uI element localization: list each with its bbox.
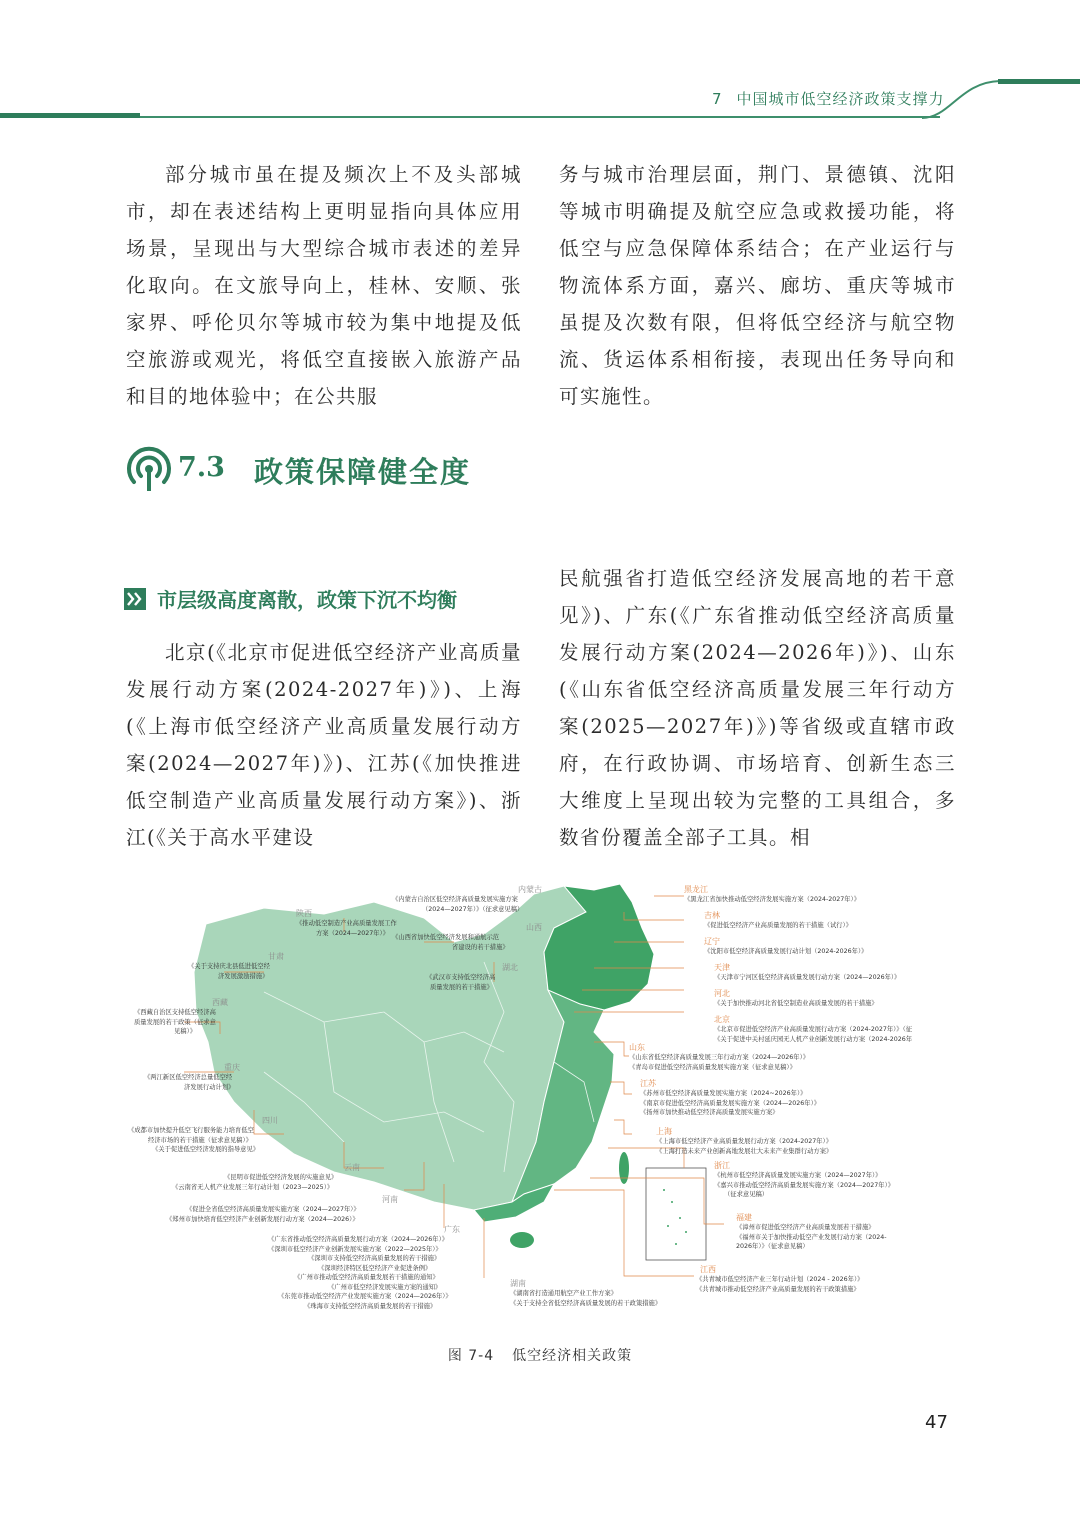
map-label-shanghai: 上海 《上海市低空经济产业高质量发展行动方案（2024-2027年）》 《上海打造未来产业创新高地发展壮大未来产业集群行动方案》 — [656, 1127, 833, 1155]
section-title: 政策保障健全度 — [254, 455, 472, 489]
map-label-shanxi: 山西 《山西省加快低空经济发展和通航示范 省建设的若干措施》 — [392, 923, 542, 951]
intro-paragraph-right: 务与城市治理层面，荆门、景德镇、沈阳等城市明确提及航空应急或救援功能，将低空与应急保障体系结合；在产业运行与物流体系方面，嘉兴、廊坊、重庆等城市虽提及次数有限，但将低空经济与航空物流、货运体系相衔接，表现出任务导向和可实施性。 — [559, 163, 956, 408]
page-number: 47 — [925, 1412, 948, 1433]
body-column-left — [126, 634, 522, 856]
map-hainan — [510, 1232, 534, 1248]
map-label-gansu: 甘肃 《关于支持庆北县低进低空经 济发展激励措施》 — [188, 952, 284, 980]
header-rule-left — [0, 113, 140, 118]
map-label-tianjin: 天津 《天津市宁河区低空经济高质量发展行动方案（2024—2026年）》 — [714, 963, 901, 981]
chevron-right-icon — [124, 588, 146, 610]
map-label-jiangsu: 江苏 《苏州市低空经济高质量发展实施方案（2024~2026年）》 《南京市促进低空经济高质量发展实施方案（2024—2026年）》 《扬州市加快推动低空经济高质量发展实施方案》 — [640, 1079, 821, 1116]
map-label-chongqing: 重庆 《两江新区低空经济总量低空经 济发展行动计划》 — [144, 1063, 240, 1091]
figure-number: 图 7-4 — [447, 1348, 495, 1364]
subsection-title: 市层级高度离散，政策下沉不均衡 — [157, 588, 457, 612]
map-label-hebei: 河北 《关于加快推动河北省低空制造业高质量发展的若干措施》 — [714, 989, 878, 1007]
chapter-number: 7 — [712, 90, 723, 108]
map-label-hunan: 湖南 《湖南省打造通用航空产业工作方案》 《关于支持全省低空经济高质量发展的若干政策措施》 — [510, 1279, 662, 1307]
map-label-jilin: 吉林 《促进低空经济产业高质量发展的若干措施（试行）》 — [704, 911, 852, 929]
body-paragraph-right: 民航强省打造低空经济发展高地的若干意见》)、广东(《广东省推动低空经济高质量发展行动方案(2024—2026年)》)、山东(《山东省低空经济高质量发展三年行动方案(2025—2027年)》)等省级或直辖市政府，在行政协调、市场培育、创新生态三大维度上呈现出较为完整的工具组合，多数省份覆盖全部子工具。相 — [559, 567, 956, 849]
inset-islands — [663, 1189, 687, 1245]
body-column-right — [559, 560, 956, 856]
map-label-sichuan: 四川 《成都市加快提升低空飞行服务能力培育低空 经济市场的若干措施（征求意见稿）》 《关于促进低空经济发展的指导意见》 — [128, 1116, 278, 1153]
policy-map-figure — [124, 872, 964, 1332]
header-rule — [140, 116, 940, 118]
map-label-henan: 河南 《促进全省低空经济高质量发展实施方案（2024—2027年）》 《郑州市加快培育低空经济产业创新发展行动方案（2024—2026）》 — [166, 1195, 398, 1223]
intro-paragraph-left: 部分城市虽在提及频次上不及头部城市，却在表述结构上更明显指向具体应用场景，呈现出与大型综合城市表述的差异化取向。在文旅导向上，桂林、安顺、张家界、呼伦贝尔等城市较为集中地提及低空旅游或观光，将低空直接嵌入旅游产品和目的地体验中；在公共服 — [126, 163, 522, 408]
map-label-fujian: 福建 《漳州市促进低空经济产业高质量发展若干措施》 《福州市关于加快推动低空产业发展行动方案（2024- 2026年）》（征求意见稿） — [736, 1213, 887, 1250]
intro-column-left — [126, 156, 522, 415]
running-header — [712, 88, 945, 109]
map-label-guangdong: 广东 《广东省推动低空经济高质量发展行动方案（2024—2026年）》 《深圳市低空经济产业创新发展实施方案（2022—2025年）》 《深圳市支持低空经济高质量发展的若干措施》 《深圳经济特区低空经济产业促进条例》 《广州市推动低空经济高质量发展若干措施的通知》 《广州市低空经济发展实施方案的通知》 《东莞市推动低空经济产业发展实施方案（2024—2026年）》 《珠海市支持低空经济高质量发展的若干措施》 — [268, 1225, 460, 1310]
map-label-inner-mongolia: 内蒙古 《内蒙古自治区低空经济高质量发展实施方案 （2024—2027年）》（征求意见稿） — [392, 885, 542, 913]
map-label-yunnan: 云南 《昆明市促进低空经济发展的实施意见》 《云南省无人机产业发展三年行动计划（2023—2025）》 — [172, 1163, 360, 1191]
south-sea-inset — [646, 1168, 706, 1260]
map-taiwan — [619, 1152, 629, 1184]
map-label-beijing: 北京 《北京市促进低空经济产业高质量发展行动方案（2024-2027年）》（征 《关于促进中关村延庆园无人机产业创新发展行动方案（2024-2026年 — [714, 1015, 913, 1043]
chapter-title: 中国城市低空经济政策支撑力 — [736, 90, 945, 108]
map-label-heilongjiang: 黑龙江 《黑龙江省加快推动低空经济发展实施方案（2024-2027年）》 — [684, 885, 861, 903]
map-label-shaanxi: 陕西 《推动低空制造产业高质量发展工作 方案（2024—2027年）》 — [296, 909, 397, 937]
header-rule-right — [998, 79, 1080, 84]
map-label-zhejiang: 浙江 《杭州市低空经济高质量发展实施方案（2024—2027年）》 《嘉兴市推动低空经济高质量发展实施方案（2024—2027年）》 （征求意见稿） — [714, 1161, 895, 1198]
intro-column-right — [559, 156, 956, 415]
map-label-liaoning: 辽宁 《沈阳市低空经济高质量发展行动计划（2024-2026年）》 — [704, 937, 868, 955]
section-icon — [124, 444, 174, 494]
map-label-hubei: 湖北 《武汉市支持低空经济高 质量发展的若干措施》 — [426, 963, 518, 991]
section-number: 7.3 — [178, 452, 225, 483]
figure-caption — [0, 1345, 1080, 1365]
body-paragraph-left: 北京(《北京市促进低空经济产业高质量发展行动方案(2024-2027年)》)、上海(《上海市低空经济产业高质量发展行动方案(2024—2027年)》)、江苏(《加快推进低空制造产业高质量发展行动方案》)、浙江(《关于高水平建设 — [126, 641, 522, 849]
map-label-tibet: 西藏 《西藏自治区支持低空经济高 质量发展的若干政策（征求意 见稿）》 — [134, 998, 228, 1035]
map-label-jiangxi: 江西 《共青城市低空经济产业三年行动计划（2024 - 2026年）》 《共青城市推动低空经济产业高质量发展的若干政策措施》 — [696, 1265, 864, 1293]
map-label-shandong: 山东 《山东省低空经济高质量发展三年行动方案（2024—2026年）》 《青岛市促进低空经济高质量发展实施方案（征求意见稿）》 — [629, 1043, 810, 1071]
figure-title: 低空经济相关政策 — [512, 1348, 633, 1364]
